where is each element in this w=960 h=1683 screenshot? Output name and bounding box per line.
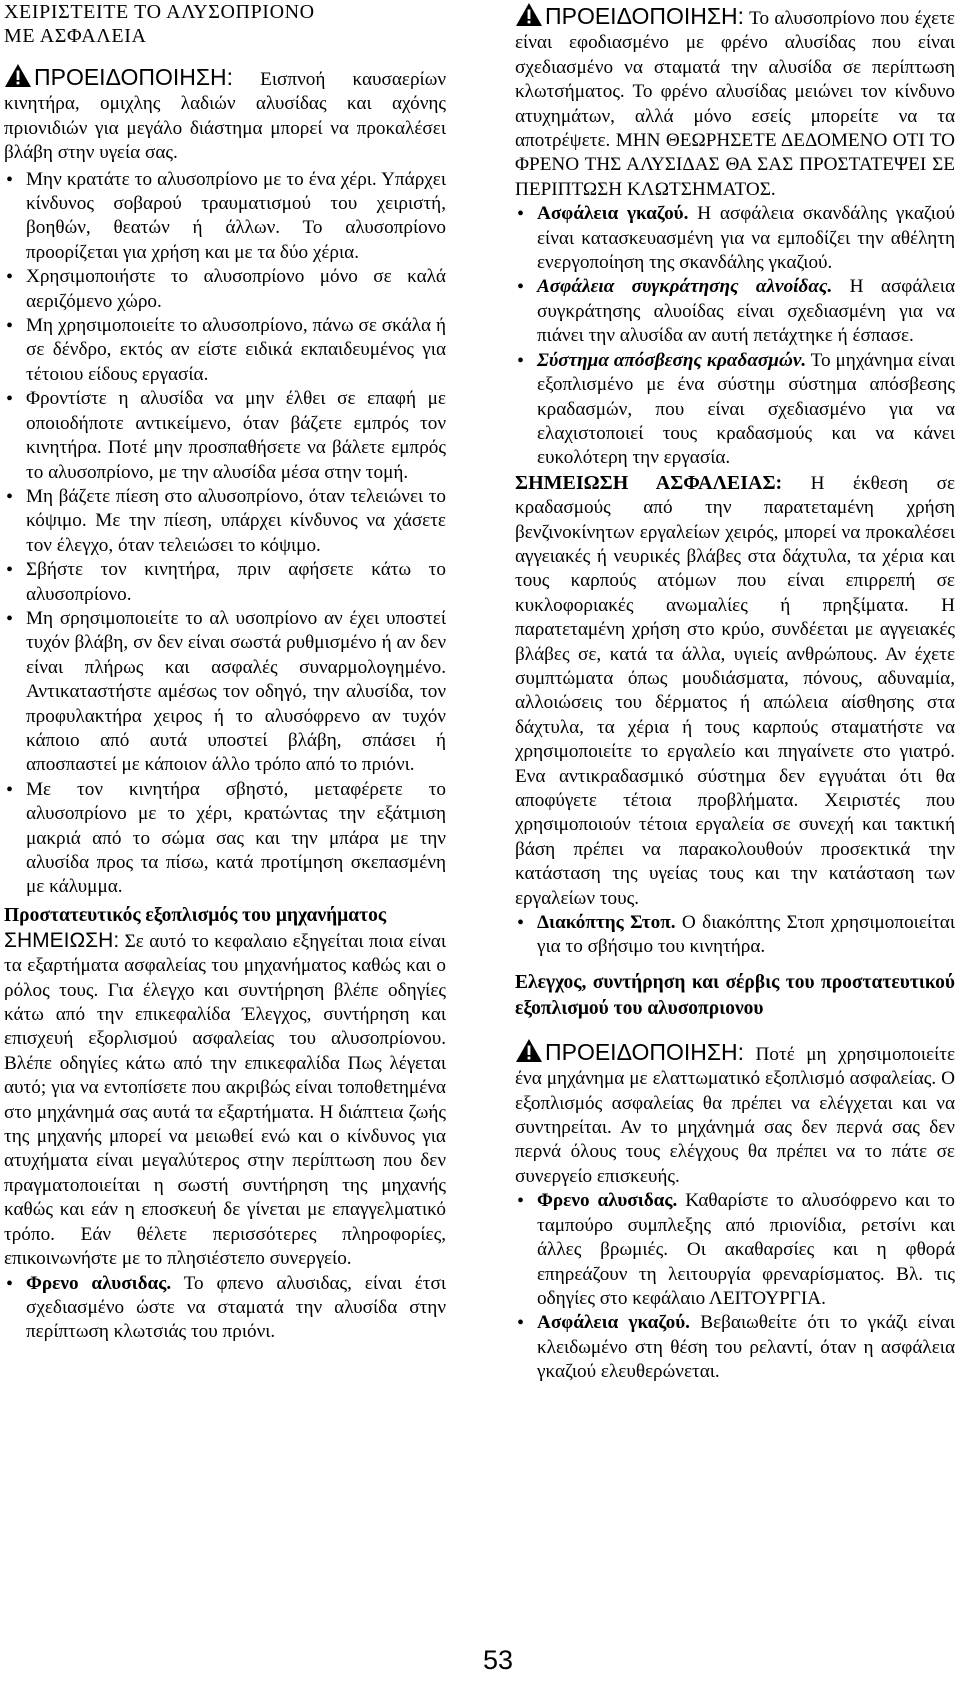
title-line-1: ΧΕΙΡΙΣΤΕΙΤΕ ΤΟ ΑΛΥΣΟΠΡΙΟΝΟ bbox=[4, 1, 315, 23]
list-item: • Σβήστε τον κινητήρα, πριν αφήσετε κάτω το αλυσοπρίονο. bbox=[4, 558, 446, 607]
bullet-text: Βεβαιωθείτε ότι το γκάζι είναι κλειδωμένο στη θέση του ρελαντί, όταν η ασφάλεια γκαζιού ελευθερώνεται. bbox=[537, 1312, 956, 1383]
bullet-text: Το φπενο αλυσιδας, είναι έτσι σχεδιασμένο ώστε να σταματά την αλυσίδα στην περίπτωση κλωτσιάς του πριόνι. bbox=[26, 1272, 446, 1343]
list-item bbox=[515, 275, 955, 348]
list-item: • Φροντίστε η αλυσίδα να μην έλθει σε επαφή με οποιοδήποτε αντικείμενο, όταν βάζετε εμπρός τον κινητήρα. Ποτέ μην προσπαθήσετε να βάλετε εμπρός το αλυσοπρίονο, με την αλυσίδα μέσα στην τομή. bbox=[4, 387, 446, 485]
left-column bbox=[4, 0, 446, 1345]
page-number: 53 bbox=[483, 1645, 514, 1675]
note-paragraph bbox=[4, 929, 446, 1272]
safety-note-text: Η έκθεση σε κραδασμούς από την παρατεταμένη χρήση βενζινοκίνητων εργαλείων χειρός, μπορεί να προκαλέσει αγγειακές ή νευρικές βλάβες στα δάχτυλα, τα χέρια και τους καρπούς ατόμων που είναι επιρρεπή σε κυκλοφοριακές ανωμαλίες ή πρηξίματα. Η παρατεταμένη χρήση στο κρύο, συνδέεται με αγγειακές βλάβες σε, κατά τα άλλα, υγιείς ανθρώπους. Αν έχετε συμπτώματα όπως μουδιάσματα, πόνους, αδυναμία, αλλοιώσεις του δέρματος ή απώλεια αίσθησης στα δάχτυλα, τα χέρια ή τους καρπούς σταματήστε να χρησιμοποιείτε το εργαλείο και πηγαίνετε στο γιατρό. Ενα αντικραδασμικό σύστημα δεν εγγυάται ότι θα αποφύγετε τέτοια προβλήματα. Χειριστές που χρησιμοποιούν τέτοια εργαλεία σε συνεχή και τακτική βάση πρέπει να παρακολουθούν προσεκτικά την κατάσταση της υγείας τους και την κατάσταση των εργαλείων τους. bbox=[515, 472, 955, 909]
bullet-label: Σύστημα απόσβεσης κραδασμών. bbox=[537, 349, 807, 371]
warning-text: Ποτέ μη χρησιμοποιείτε ένα μηχάνημα με ελαττωματικό εξοπλισμό ασφαλείας. Ο εξοπλισμός ασφαλείας θα πρέπει να ελέγχεται και να συντηρείται. Αν το μηχάνημά σας δεν περνά σας δεν περνά όλους τους ελέγχους θα πρέπει να το πάτε σε συνεργείο επισκευής. bbox=[515, 1043, 955, 1187]
list-item bbox=[515, 349, 955, 471]
section-heading: Ελεγχος, συντήρηση και σέρβις του προστατευτικού εξοπλισμού του αλυσοπριονου bbox=[515, 971, 955, 1019]
safety-note-label: ΣΗΜΕΙΩΣΗ ΑΣΦΑΛΕΙΑΣ: bbox=[515, 471, 783, 494]
bullet-label: Ασφάλεια γκαζού. bbox=[537, 1312, 690, 1334]
page-title bbox=[4, 0, 446, 47]
maintenance-bullet-list bbox=[515, 1189, 955, 1384]
list-item bbox=[4, 1272, 446, 1345]
bullet-text: Η ασφάλεια συγκράτησης αλυοίδας είναι σχεδιασμένη για να πιάνει την αλυσίδα αν αυτή πετάχτηκε ή έσπασε. bbox=[537, 276, 955, 347]
warning-icon bbox=[4, 63, 32, 88]
section-heading: Προστατευτικός εξοπλισμός του μηχανήματος bbox=[4, 904, 387, 926]
list-item: • Μην κρατάτε το αλυσοπρίονο με το ένα χέρι. Υπάρχει κίνδυνος σοβαρού τραυματισμού του χειριστή, βοηθών, θεατών ή άλλων. Το αλυσοπρίονο προορίζεται για χρήση και με τα δύο χέρια. bbox=[4, 168, 446, 266]
warning-label: ΠΡΟΕΙΔΟΠΟΙΗΣΗ: bbox=[545, 3, 745, 29]
bullet-label: Φρενο αλυσιδας. bbox=[537, 1190, 678, 1212]
warning-paragraph bbox=[515, 1038, 955, 1189]
list-item bbox=[515, 1189, 955, 1311]
list-item: • Μη χρησιμοποιείτε το αλυσοπρίονο, πάνω σε σκάλα ή σε δένδρο, εκτός αν είστε ειδικά εκπαιδευμένος για τέτοιου είδους εργασία. bbox=[4, 314, 446, 387]
stop-switch-list bbox=[515, 911, 955, 960]
bullet-label: Διακόπτης Στοπ. bbox=[537, 912, 676, 934]
list-item: • Χρησιμοποιήστε το αλυσοπρίονο μόνο σε καλά αεριζόμενο χώρο. bbox=[4, 265, 446, 314]
warning-icon bbox=[515, 2, 543, 27]
bullet-label: Ασφάλεια γκαζού. bbox=[537, 203, 689, 225]
warning-paragraph bbox=[4, 63, 446, 166]
list-item bbox=[515, 911, 955, 960]
warning-icon bbox=[515, 1038, 543, 1063]
right-column bbox=[515, 0, 955, 1385]
safety-bullet-list bbox=[4, 168, 446, 900]
warning-label: ΠΡΟΕΙΔΟΠΟΙΗΣΗ: bbox=[34, 64, 234, 90]
warning-text: Εισπνοή καυσαερίων κινητήρα, ομιχλης λαδιών αλυσίδας και αχόνης πριονιδιών για μεγάλο διάστημα μπορεί να προκαλέσει βλάβη στην υγεία σας. bbox=[4, 69, 447, 164]
equipment-bullet-list bbox=[4, 1272, 446, 1345]
bullet-text: Καθαρίστε το αλυσόφρενο και το ταμπούρο συμπλεξης από πριονίδια, ρετσίνι και άλλες βρωμιές. Οι ακαθαρσίες και η φθορά επηρεάζουν τη λειτουργία φρεναρίσματος. Βλ. τις οδηγίες στο κεφάλαιο ΛΕΙΤΟΥΡΓΙΑ. bbox=[537, 1190, 955, 1309]
bullet-text: Η ασφάλεια σκανδάλης γκαζιού είναι κατασκευασμένη για να εμποδίζει την αθέλητη ενεργοποίηση της σκανδάλης γκαζιού. bbox=[537, 203, 955, 274]
bullet-text: Το μηχάνημα είναι εξοπλισμένο με ένα σύστημ σύστημα απόσβεσης κραδασμών, που είναι σχεδιασμένο για να ελαχιστοποιεί τους κραδασμούς και να κάνει ευκολότερη την εργασία. bbox=[537, 349, 955, 469]
warning-paragraph bbox=[515, 2, 955, 202]
safety-note-paragraph bbox=[515, 471, 955, 911]
bullet-label: Ασφάλεια συγκράτησης αλνοίδας. bbox=[537, 276, 833, 298]
note-label: ΣΗΜΕΙΩΣΗ: bbox=[4, 928, 120, 952]
list-item: • Μη σρησιμοποιείτε το αλ υσοπρίονο αν έχει υποστεί τυχόν βλάβη, σν δεν είναι σωστά ρυθμισμένο ή αν δεν είναι πλήρως και ασφαλές συναρμολογημένο. Αντικαταστήστε αμέσως τον οδηγό, την αλυσίδα, τον προφυλακτήρα χειρος ή το αλυσόφρενο αν τυχόν κάποιο από αυτά υποστεί βλάβη, σπάσει ή αποσπαστεί με κάποιον άλλο τρόπο από το πριόνι. bbox=[4, 607, 446, 778]
list-item bbox=[515, 202, 955, 275]
warning-text: Το αλυσοπρίονο που έχετε είναι εφοδιασμένο με φρένο αλυσίδας που είναι σχεδιασμένο να σταματά την αλυσίδα σε περίπτωση κλωτσήματος. Το φρένο αλυσίδας μειώνει τον κίνδυνο ατυχημάτων, αλλά μόνο εσείς μπορείτε να τα αποτρέψετε. ΜΗΝ ΘΕΩΡΗΣΕΤΕ ΔΕΔΟΜΕΝΟ ΟΤΙ ΤΟ ΦΡΕΝΟ ΤΗΣ ΑΛΥΣΙΔΑΣ ΘΑ ΣΑΣ ΠΡΟΣΤΑΤΕΨΕΙ ΣΕ ΠΕΡΙΠΤΩΣΗ ΚΛΩΤΣΗΜΑΤΟΣ. bbox=[515, 8, 955, 200]
list-item: • Με τον κινητήρα σβηστό, μεταφέρετε το αλυσοπρίονο με το χέρι, κρατώντας την εξάτμιση μακριά από το σώμα σας και την μπάρα με την αλυσίδα προς τα πίσω, κατά προτίμηση σκεπασμένη με κάλυμμα. bbox=[4, 778, 446, 900]
warning-label: ΠΡΟΕΙΔΟΠΟΙΗΣΗ: bbox=[545, 1038, 745, 1065]
bullet-label: Φρενο αλυσιδας. bbox=[26, 1272, 172, 1294]
list-item: • Μη βάζετε πίεση στο αλυσοπρίονο, όταν τελειώνει το κόψιμο. Με την πίεση, υπάρχει κίνδυνος να χάσετε τον έλεγχο, όταν τελειώσει το κόψιμο. bbox=[4, 485, 446, 558]
title-line-2: ΜΕ ΑΣΦΑΛΕΙΑ bbox=[4, 25, 147, 47]
note-text: Σε αυτό το κεφαλαιο εξηγείται ποια είναι τα εξαρτήματα ασφαλείας του μηχανήματος καθώς και ο ρόλος τους. Για έλεγχο και συντήρηση βλέπε οδηγίες κάτω από την επικεφαλίδα Έλεγχος, συντήρηση και επισχευή εξορλισμού ασφαλείας του αλυσοπρίονου. Βλέπε οδηγίες κάτω από την επικεφαλίδα Πως λέγεται αυτό; για να εντοπίσετε που ακριβώς είναι τοποθετημένα στο μηχάνημά σας αυτά τα εξαρτήματα. Η διάπτεια ζωής της μηχανής μπορεί να μειωθεί ενώ και ο κίνδυνος για ατυχήματα είναι μεγαλύτερος στην περίπτωση που δεν πραγματοποιείται η σωστή συντήρηση της μηχανής καθώς και εάν η εποσκευή δε γίνεται με επαγγελματικό τρόπο. Εάν θέλετε περισσότερες πληροφορίες, επικοινωνήστε με το πλησιέστεπο συνεργείο. bbox=[4, 930, 446, 1270]
protective-equipment-list bbox=[515, 202, 955, 470]
list-item bbox=[515, 1311, 955, 1384]
bullet-text: Ο διακόπτης Στοπ χρησιμοποιείται για το σβήσιμο του κινητήρα. bbox=[537, 912, 955, 958]
